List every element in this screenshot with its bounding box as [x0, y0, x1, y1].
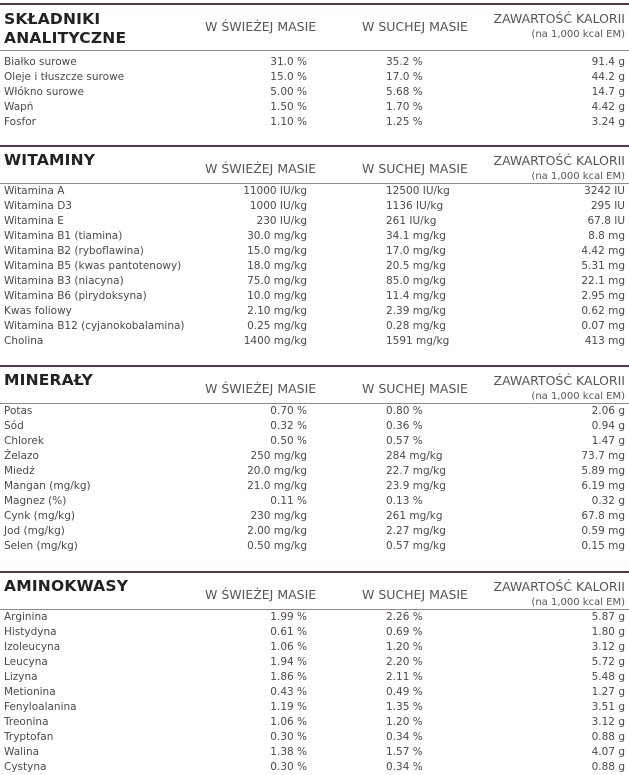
value-dry: 2.26 % — [386, 611, 423, 623]
value-dry: 1.20 % — [386, 716, 423, 728]
value-dry: 2.20 % — [386, 656, 423, 668]
value-fresh: 75.0 mg/kg — [247, 275, 307, 287]
column-header-fresh: W ŚWIEŻEJ MASIE — [205, 161, 317, 176]
table-row — [0, 334, 629, 349]
column-header-fresh: W ŚWIEŻEJ MASIE — [205, 19, 317, 34]
value-calories: 4.07 g — [591, 746, 625, 758]
value-fresh: 11000 IU/kg — [243, 185, 307, 197]
column-header-calories-sub: (na 1,000 kcal EM) — [531, 171, 625, 182]
value-dry: 12500 IU/kg — [386, 185, 450, 197]
table-row — [0, 274, 629, 289]
value-calories: 3.12 g — [591, 641, 625, 653]
table-row — [0, 419, 629, 434]
section-top-rule — [0, 365, 629, 367]
column-header-fresh: W ŚWIEŻEJ MASIE — [205, 381, 317, 396]
value-fresh: 1400 mg/kg — [243, 335, 307, 347]
value-dry: 1.20 % — [386, 641, 423, 653]
column-header-fresh: W ŚWIEŻEJ MASIE — [205, 587, 317, 602]
nutrient-name: Walina — [4, 746, 40, 758]
column-header-calories: ZAWARTOŚĆ KALORII — [493, 579, 625, 594]
nutrient-name: Kwas foliowy — [4, 305, 72, 317]
column-header-calories: ZAWARTOŚĆ KALORII — [493, 153, 625, 168]
value-dry: 0.57 mg/kg — [386, 540, 446, 552]
value-fresh: 20.0 mg/kg — [247, 465, 307, 477]
value-fresh: 1.10 % — [270, 116, 307, 128]
nutrient-name: Witamina B12 (cyjanokobalamina) — [4, 320, 185, 332]
value-dry: 0.34 % — [386, 761, 423, 773]
column-header-calories-sub: (na 1,000 kcal EM) — [531, 597, 625, 608]
value-calories: 73.7 mg — [581, 450, 625, 462]
table-row — [0, 745, 629, 760]
value-calories: 0.15 mg — [581, 540, 625, 552]
value-dry: 284 mg/kg — [386, 450, 443, 462]
value-dry: 2.27 mg/kg — [386, 525, 446, 537]
value-fresh: 0.30 % — [270, 761, 307, 773]
value-calories: 5.72 g — [591, 656, 625, 668]
table-row — [0, 464, 629, 479]
value-calories: 5.89 mg — [581, 465, 625, 477]
value-fresh: 1.86 % — [270, 671, 307, 683]
table-row — [0, 70, 629, 85]
value-calories: 22.1 mg — [581, 275, 625, 287]
table-row — [0, 524, 629, 539]
table-row — [0, 715, 629, 730]
value-dry: 1.70 % — [386, 101, 423, 113]
value-dry: 85.0 mg/kg — [386, 275, 446, 287]
value-fresh: 31.0 % — [270, 56, 307, 68]
value-calories: 295 IU — [590, 200, 625, 212]
value-fresh: 18.0 mg/kg — [247, 260, 307, 272]
value-calories: 1.80 g — [591, 626, 625, 638]
table-row — [0, 259, 629, 274]
value-fresh: 0.50 % — [270, 435, 307, 447]
table-row — [0, 100, 629, 115]
nutrient-name: Witamina B2 (ryboflawina) — [4, 245, 144, 257]
value-fresh: 0.32 % — [270, 420, 307, 432]
value-fresh: 30.0 mg/kg — [247, 230, 307, 242]
table-row — [0, 115, 629, 130]
table-row — [0, 760, 629, 775]
value-dry: 1591 mg/kg — [386, 335, 450, 347]
nutrient-name: Jod (mg/kg) — [4, 525, 65, 537]
nutrient-name: Witamina A — [4, 185, 65, 197]
value-calories: 5.87 g — [591, 611, 625, 623]
column-header-dry: W SUCHEJ MASIE — [362, 381, 468, 396]
value-fresh: 15.0 % — [270, 71, 307, 83]
nutrient-name: Mangan (mg/kg) — [4, 480, 91, 492]
nutrient-name: Witamina B3 (niacyna) — [4, 275, 124, 287]
value-calories: 67.8 mg — [581, 510, 625, 522]
table-row — [0, 229, 629, 244]
nutrient-name: Cholina — [4, 335, 44, 347]
table-row — [0, 434, 629, 449]
nutrient-name: Oleje i tłuszcze surowe — [4, 71, 125, 83]
value-dry: 261 IU/kg — [386, 215, 437, 227]
table-row — [0, 214, 629, 229]
value-fresh: 21.0 mg/kg — [247, 480, 307, 492]
section-header-divider — [0, 50, 629, 51]
section-title: WITAMINY — [4, 151, 96, 169]
value-calories: 3.12 g — [591, 716, 625, 728]
value-calories: 5.48 g — [591, 671, 625, 683]
table-row — [0, 449, 629, 464]
value-dry: 0.69 % — [386, 626, 423, 638]
nutrient-name: Potas — [4, 405, 33, 417]
nutrient-name: Witamina B5 (kwas pantotenowy) — [4, 260, 182, 272]
column-header-calories-sub: (na 1,000 kcal EM) — [531, 391, 625, 402]
section-top-rule — [0, 571, 629, 573]
value-calories: 14.7 g — [591, 86, 625, 98]
value-fresh: 1000 IU/kg — [249, 200, 307, 212]
table-row — [0, 244, 629, 259]
value-calories: 0.59 mg — [581, 525, 625, 537]
value-calories: 0.94 g — [591, 420, 625, 432]
value-calories: 3242 IU — [584, 185, 625, 197]
value-fresh: 2.10 mg/kg — [247, 305, 307, 317]
value-fresh: 1.99 % — [270, 611, 307, 623]
value-calories: 2.06 g — [591, 405, 625, 417]
section-title: AMINOKWASY — [4, 577, 129, 595]
value-fresh: 0.11 % — [270, 495, 307, 507]
value-calories: 413 mg — [584, 335, 625, 347]
nutrient-name: Miedź — [4, 465, 35, 477]
value-fresh: 0.70 % — [270, 405, 307, 417]
table-row — [0, 479, 629, 494]
column-header-dry: W SUCHEJ MASIE — [362, 161, 468, 176]
table-row — [0, 655, 629, 670]
value-dry: 20.5 mg/kg — [386, 260, 446, 272]
value-dry: 34.1 mg/kg — [386, 230, 446, 242]
nutrient-name: Witamina D3 — [4, 200, 72, 212]
value-fresh: 0.43 % — [270, 686, 307, 698]
value-dry: 0.80 % — [386, 405, 423, 417]
value-fresh: 0.50 mg/kg — [247, 540, 307, 552]
value-dry: 0.49 % — [386, 686, 423, 698]
value-dry: 22.7 mg/kg — [386, 465, 446, 477]
column-header-dry: W SUCHEJ MASIE — [362, 19, 468, 34]
value-fresh: 2.00 mg/kg — [247, 525, 307, 537]
value-dry: 1.35 % — [386, 701, 423, 713]
value-fresh: 1.06 % — [270, 716, 307, 728]
value-calories: 1.47 g — [591, 435, 625, 447]
nutrient-name: Arginina — [4, 611, 48, 623]
section-title: MINERAŁY — [4, 371, 94, 389]
table-row — [0, 670, 629, 685]
value-dry: 0.13 % — [386, 495, 423, 507]
value-calories: 0.88 g — [591, 761, 625, 773]
nutrient-name: Cystyna — [4, 761, 47, 773]
value-dry: 261 mg/kg — [386, 510, 443, 522]
value-calories: 6.19 mg — [581, 480, 625, 492]
value-dry: 5.68 % — [386, 86, 423, 98]
nutrient-name: Metionina — [4, 686, 56, 698]
table-row — [0, 625, 629, 640]
value-dry: 0.36 % — [386, 420, 423, 432]
nutrient-name: Leucyna — [4, 656, 48, 668]
nutrient-name: Izoleucyna — [4, 641, 61, 653]
section-top-rule — [0, 145, 629, 147]
table-row — [0, 404, 629, 419]
table-row — [0, 55, 629, 70]
value-fresh: 230 IU/kg — [256, 215, 307, 227]
nutrient-name: Żelazo — [4, 450, 39, 462]
value-dry: 17.0 mg/kg — [386, 245, 446, 257]
value-dry: 23.9 mg/kg — [386, 480, 446, 492]
nutrient-name: Witamina B6 (pirydoksyna) — [4, 290, 147, 302]
value-fresh: 1.06 % — [270, 641, 307, 653]
value-calories: 0.32 g — [591, 495, 625, 507]
table-row — [0, 85, 629, 100]
column-header-dry: W SUCHEJ MASIE — [362, 587, 468, 602]
nutrient-name: Cynk (mg/kg) — [4, 510, 75, 522]
value-calories: 0.62 mg — [581, 305, 625, 317]
value-calories: 67.8 IU — [587, 215, 625, 227]
section-top-rule — [0, 3, 629, 5]
column-header-calories: ZAWARTOŚĆ KALORII — [493, 11, 625, 26]
nutrient-name: Chlorek — [4, 435, 44, 447]
section-title: SKŁADNIKI ANALITYCZNE — [4, 10, 127, 47]
nutrient-name: Selen (mg/kg) — [4, 540, 78, 552]
value-fresh: 5.00 % — [270, 86, 307, 98]
value-fresh: 1.50 % — [270, 101, 307, 113]
table-row — [0, 304, 629, 319]
nutrient-name: Fosfor — [4, 116, 36, 128]
nutrient-name: Włókno surowe — [4, 86, 84, 98]
value-fresh: 10.0 mg/kg — [247, 290, 307, 302]
value-fresh: 230 mg/kg — [250, 510, 307, 522]
value-calories: 1.27 g — [591, 686, 625, 698]
value-dry: 2.39 mg/kg — [386, 305, 446, 317]
value-dry: 1136 IU/kg — [386, 200, 444, 212]
nutrient-name: Fenyloalanina — [4, 701, 77, 713]
value-calories: 8.8 mg — [588, 230, 625, 242]
column-header-calories-sub: (na 1,000 kcal EM) — [531, 29, 625, 40]
nutrient-name: Treonina — [4, 716, 49, 728]
value-fresh: 1.19 % — [270, 701, 307, 713]
value-calories: 5.31 mg — [581, 260, 625, 272]
table-row — [0, 730, 629, 745]
table-row — [0, 610, 629, 625]
value-dry: 11.4 mg/kg — [386, 290, 446, 302]
table-row — [0, 319, 629, 334]
table-row — [0, 700, 629, 715]
value-calories: 0.88 g — [591, 731, 625, 743]
value-calories: 0.07 mg — [581, 320, 625, 332]
value-calories: 91.4 g — [591, 56, 625, 68]
table-row — [0, 509, 629, 524]
table-row — [0, 289, 629, 304]
value-fresh: 0.25 mg/kg — [247, 320, 307, 332]
value-dry: 1.57 % — [386, 746, 423, 758]
table-row — [0, 184, 629, 199]
value-fresh: 1.94 % — [270, 656, 307, 668]
value-fresh: 250 mg/kg — [250, 450, 307, 462]
value-calories: 3.51 g — [591, 701, 625, 713]
value-calories: 44.2 g — [591, 71, 625, 83]
nutrient-name: Wapń — [4, 101, 34, 113]
value-dry: 1.25 % — [386, 116, 423, 128]
value-fresh: 0.30 % — [270, 731, 307, 743]
nutrient-name: Lizyna — [4, 671, 38, 683]
value-dry: 2.11 % — [386, 671, 423, 683]
value-fresh: 0.61 % — [270, 626, 307, 638]
value-dry: 0.34 % — [386, 731, 423, 743]
value-calories: 4.42 mg — [581, 245, 625, 257]
nutrient-name: Histydyna — [4, 626, 57, 638]
nutrient-name: Witamina B1 (tiamina) — [4, 230, 123, 242]
column-header-calories: ZAWARTOŚĆ KALORII — [493, 373, 625, 388]
table-row — [0, 494, 629, 509]
value-dry: 0.57 % — [386, 435, 423, 447]
nutrient-name: Białko surowe — [4, 56, 77, 68]
value-calories: 2.95 mg — [581, 290, 625, 302]
nutrient-name: Sód — [4, 420, 24, 432]
value-dry: 0.28 mg/kg — [386, 320, 446, 332]
nutrient-name: Witamina E — [4, 215, 64, 227]
table-row — [0, 685, 629, 700]
value-dry: 35.2 % — [386, 56, 423, 68]
value-fresh: 1.38 % — [270, 746, 307, 758]
value-dry: 17.0 % — [386, 71, 423, 83]
table-row — [0, 199, 629, 214]
value-calories: 4.42 g — [591, 101, 625, 113]
nutrient-name: Tryptofan — [4, 731, 54, 743]
value-calories: 3.24 g — [591, 116, 625, 128]
nutrient-name: Magnez (%) — [4, 495, 67, 507]
table-row — [0, 539, 629, 554]
value-fresh: 15.0 mg/kg — [247, 245, 307, 257]
table-row — [0, 640, 629, 655]
